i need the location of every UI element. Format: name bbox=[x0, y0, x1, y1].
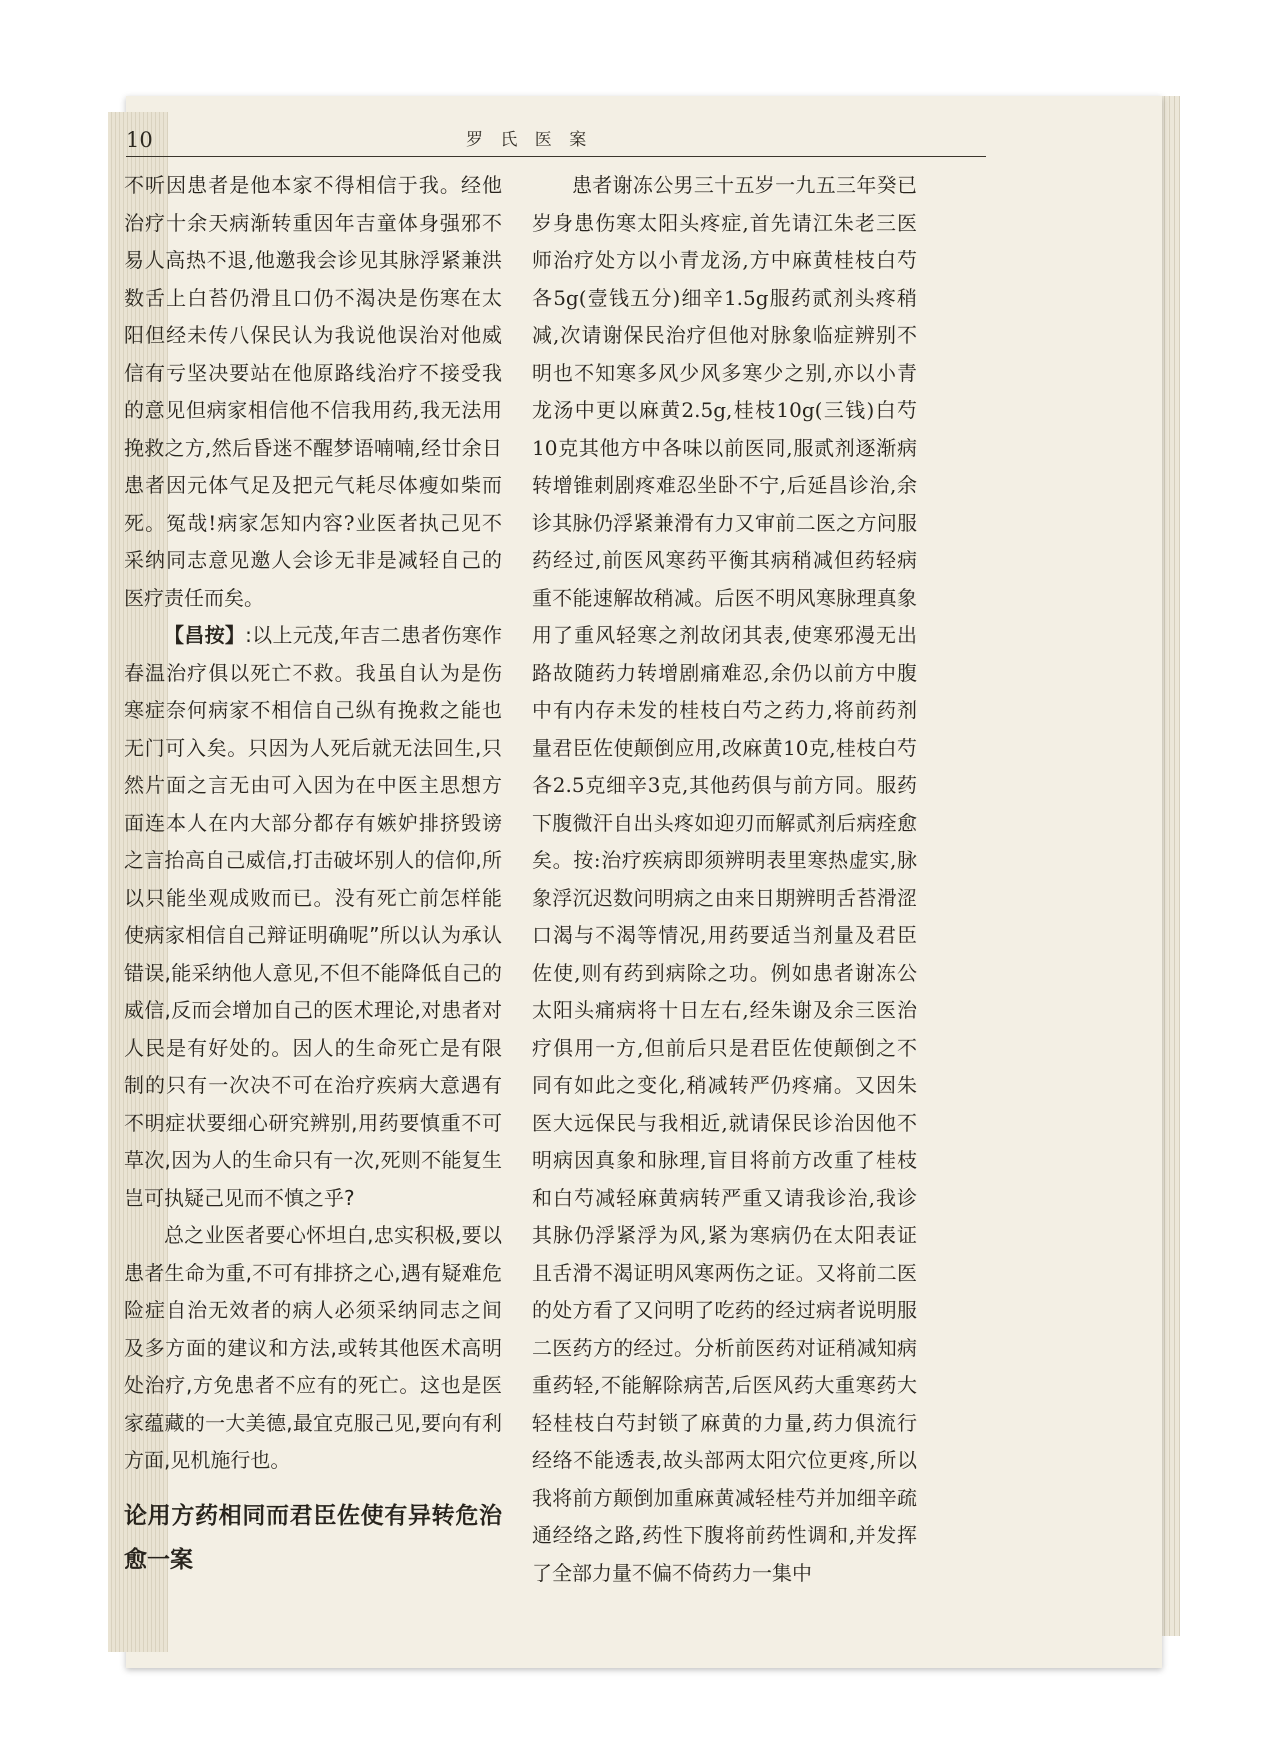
page-number: 10 bbox=[126, 128, 153, 152]
page-header bbox=[126, 110, 986, 157]
left-paragraph-summary: 总之业医者要心怀坦白,忠实积极,要以患者生命为重,不可有排挤之心,遇有疑难危险症自治无效者的病人必须采纳同志之间及多方面的建议和方法,或转其他医术高明处治疗,方免患者不应有的死亡。这也是医家蕴藏的一大美德,最宜克服己见,要向有利方面,见机施行也。 bbox=[124, 1223, 502, 1472]
right-column bbox=[532, 167, 917, 1592]
right-paragraph-1: 患者谢冻公男三十五岁一九五三年癸已岁身患伤寒太阳头疼症,首先请江朱老三医师治疗处方以小青龙汤,方中麻黄桂枝白芍各5g(壹钱五分)细辛1.5g服药贰剂头疼稍减,次请谢保民治疗但他对脉象临症辨别不明也不知寒多风少风多寒少之别,亦以小青龙汤中更以麻黄2.5g,桂枝10g(三钱)白芍10克其他方中各味以前医同,服贰剂逐渐病转增锥刺剧疼难忍坐卧不宁,后延昌诊治,余诊其脉仍浮紧兼滑有力又审前二医之方问服药经过,前医风寒药平衡其病稍减但药轻病重不能速解故稍减。后医不明风寒脉理真象用了重风轻寒之剂故闭其表,使寒邪漫无出路故随药力转增剧痛难忍,余仍以前方中腹中有内存未发的桂枝白芍之药力,将前药剂量君臣佐使颠倒应用,改麻黄10克,桂枝白芍各2.5克细辛3克,其他药俱与前方同。服药下腹微汗自出头疼如迎刃而解贰剂后病痊愈矣。按:治疗疾病即须辨明表里寒热虚实,脉象浮沉迟数问明病之由来日期辨明舌苔滑涩口渴与不渴等情况,用药要适当剂量及君臣佐使,则有药到病除之功。例如患者谢冻公太阳头痛病将十日左右,经朱谢及余三医治疗俱用一方,但前后只是君臣佐使颠倒之不同有如此之变化,稍减转严仍疼痛。又因朱医大远保民与我相近,就请保民诊治因他不明病因真象和脉理,盲目将前方改重了桂枝和白芍减轻麻黄病转严重又请我诊治,我诊其脉仍浮紧浮为风,紧为寒病仍在太阳表证且舌滑不渴证明风寒两伤之证。又将前二医的处方看了又问明了吃药的经过病者说明服二医药方的经过。分析前医药对证稍减知病重药轻,不能解除病苦,后医风药大重寒药大轻桂枝白芍封锁了麻黄的力量,药力俱流行经络不能透表,故头部两太阳穴位更疼,所以我将前方颠倒加重麻黄减轻桂芍并加细辛疏通经络之路,药性下腹将前药性调和,并发挥了全部力量不偏不倚药力一集中 bbox=[532, 173, 917, 1585]
note-label: 【昌按】 bbox=[164, 623, 246, 647]
left-paragraph-1: 不听因患者是他本家不得相信于我。经他治疗十余天病渐转重因年吉童体身强邪不易人高热不退,他邀我会诊见其脉浮紧兼洪数舌上白苔仍滑且口仍不渴决是伤寒在太阳但经未传八保民认为我说他误治对他威信有亏坚决要站在他原路线治疗不接受我的意见但病家相信他不信我用药,我无法用挽救之方,然后昏迷不醒梦语喃喃,经廿余日患者因元体气足及把元气耗尽体瘦如柴而死。冤哉!病家怎知内容?业医者执己见不采纳同志意见邀人会诊无非是减轻自己的医疗责任而矣。 bbox=[124, 173, 502, 610]
section-heading: 论用方药相同而君臣佐使有异转危治愈一案 bbox=[124, 1502, 502, 1573]
left-column bbox=[124, 167, 502, 1582]
note-body: :以上元茂,年吉二患者伤寒作春温治疗俱以死亡不救。我虽自认为是伤寒症奈何病家不相信自己纵有挽救之能也无门可入矣。只因为人死后就无法回生,只然片面之言无由可入因为在中医主思想方面连本人在内大部分都存有嫉妒排挤毁谤之言抬高自己威信,打击破坏别人的信仰,所以只能坐观成败而已。没有死亡前怎样能使病家相信自己辩证明确呢”所以认为承认错误,能采纳他人意见,不但不能降低自己的威信,反而会增加自己的医术理论,对患者对人民是有好处的。因人的生命死亡是有限制的只有一次决不可在治疗疾病大意遇有不明症状要细心研究辨别,用药要慎重不可草次,因为人的生命只有一次,死则不能复生岂可执疑己见而不慎之乎? bbox=[124, 623, 502, 1210]
running-title: 罗 氏 医 案 bbox=[466, 130, 593, 150]
left-paragraph-note bbox=[124, 617, 502, 1217]
